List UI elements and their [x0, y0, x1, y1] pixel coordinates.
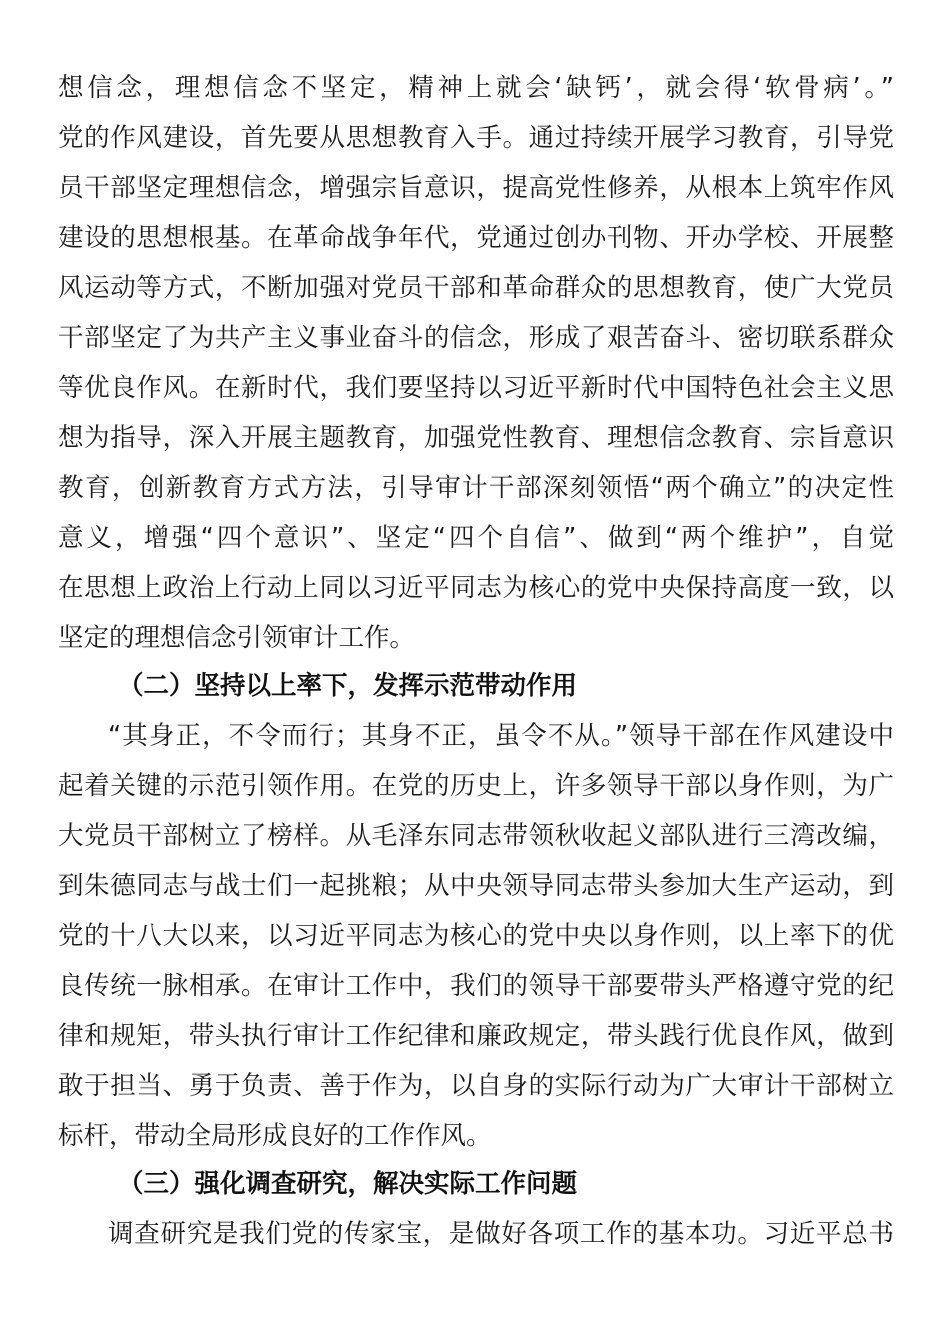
paragraph-line: 干部坚定了为共产主义事业奋斗的信念，形成了艰苦奋斗、密切联系群众: [58, 323, 894, 353]
paragraph-line: 教育，创新教育方式方法，引导审计干部深刻领悟“两个确立”的决定性: [58, 473, 894, 503]
paragraph-line: “其身正，不令而行；其身不正，虽令不从。”领导干部在作风建设中: [108, 721, 894, 751]
paragraph-line: 员干部坚定理想信念，增强宗旨意识，提高党性修养，从根本上筑牢作风: [58, 173, 894, 203]
paragraph-line: 在思想上政治上行动上同以习近平同志为核心的党中央保持高度一致，以: [58, 573, 894, 603]
paragraph-line: 大党员干部树立了榜样。从毛泽东同志带领秋收起义部队进行三湾改编，: [58, 821, 894, 851]
paragraph-line: 党的十八大以来，以习近平同志为核心的党中央以身作则，以上率下的优: [58, 921, 894, 951]
paragraph-line: 等优良作风。在新时代，我们要坚持以习近平新时代中国特色社会主义思: [58, 373, 894, 403]
paragraph-line: 党的作风建设，首先要从思想教育入手。通过持续开展学习教育，引导党: [58, 123, 894, 153]
paragraph-line: 风运动等方式，不断加强对党员干部和革命群众的思想教育，使广大党员: [58, 273, 894, 303]
section-heading: （三）强化调查研究，解决实际工作问题: [118, 1169, 578, 1199]
paragraph-line: 良传统一脉相承。在审计工作中，我们的领导干部要带头严格遵守党的纪: [58, 971, 894, 1001]
paragraph-line: 想为指导，深入开展主题教育，加强党性教育、理想信念教育、宗旨意识: [58, 423, 894, 453]
paragraph-line: 律和规矩，带头执行审计工作纪律和廉政规定，带头践行优良作风，做到: [58, 1021, 894, 1051]
paragraph-line: 敢于担当、勇于负责、善于作为，以自身的实际行动为广大审计干部树立: [58, 1071, 894, 1101]
paragraph-line: 建设的思想根基。在革命战争年代，党通过创办刊物、开办学校、开展整: [58, 223, 894, 253]
paragraph-line: 想信念，理想信念不坚定，精神上就会‘缺钙’，就会得‘软骨病’。”: [58, 73, 894, 103]
paragraph-line: 标杆，带动全局形成良好的工作作风。: [58, 1121, 492, 1151]
paragraph-line: 到朱德同志与战士们一起挑粮；从中央领导同志带头参加大生产运动，到: [58, 871, 894, 901]
section-heading: （二）坚持以上率下，发挥示范带动作用: [118, 671, 578, 701]
paragraph-line: 调查研究是我们党的传家宝，是做好各项工作的基本功。习近平总书: [108, 1219, 894, 1249]
paragraph-line: 意义，增强“四个意识”、坚定“四个自信”、做到“两个维护”，自觉: [58, 523, 894, 553]
paragraph-line: 起着关键的示范引领作用。在党的历史上，许多领导干部以身作则，为广: [58, 771, 894, 801]
paragraph-line: 坚定的理想信念引领审计工作。: [58, 623, 416, 653]
